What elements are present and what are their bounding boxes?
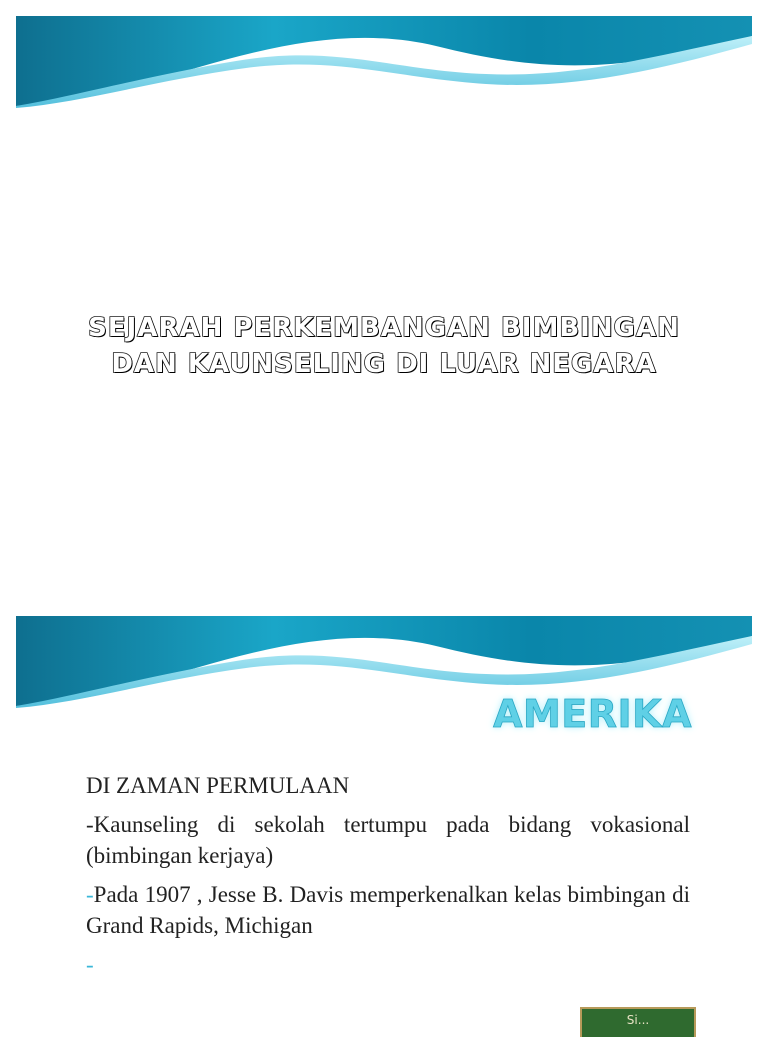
bullet-dash: -: [86, 952, 94, 977]
bullet-dash: -: [86, 882, 94, 907]
title-line-1: SEJARAH PERKEMBANGAN BIMBINGAN: [88, 313, 680, 343]
slide-title: [60, 310, 708, 382]
next-slide-button[interactable]: Si...: [580, 1007, 696, 1037]
bullet-point-3: [86, 949, 690, 980]
bullet-point-2-text: Pada 1907 , Jesse B. Davis memperkenalkan kelas bimbingan di Grand Rapids, Michigan: [86, 882, 690, 938]
bullet-point-1: -Kaunseling di sekolah tertumpu pada bidang vokasional (bimbingan kerjaya): [86, 812, 690, 868]
section-heading: AMERIKA: [493, 692, 692, 736]
title-line-2: DAN KAUNSELING DI LUAR NEGARA: [111, 349, 657, 379]
section-label: DI ZAMAN PERMULAAN: [86, 773, 350, 798]
content-slide: [0, 600, 768, 1027]
bullet-point-2: [86, 879, 690, 941]
slide-body: [86, 770, 690, 988]
header-wave-decoration: [16, 16, 752, 108]
